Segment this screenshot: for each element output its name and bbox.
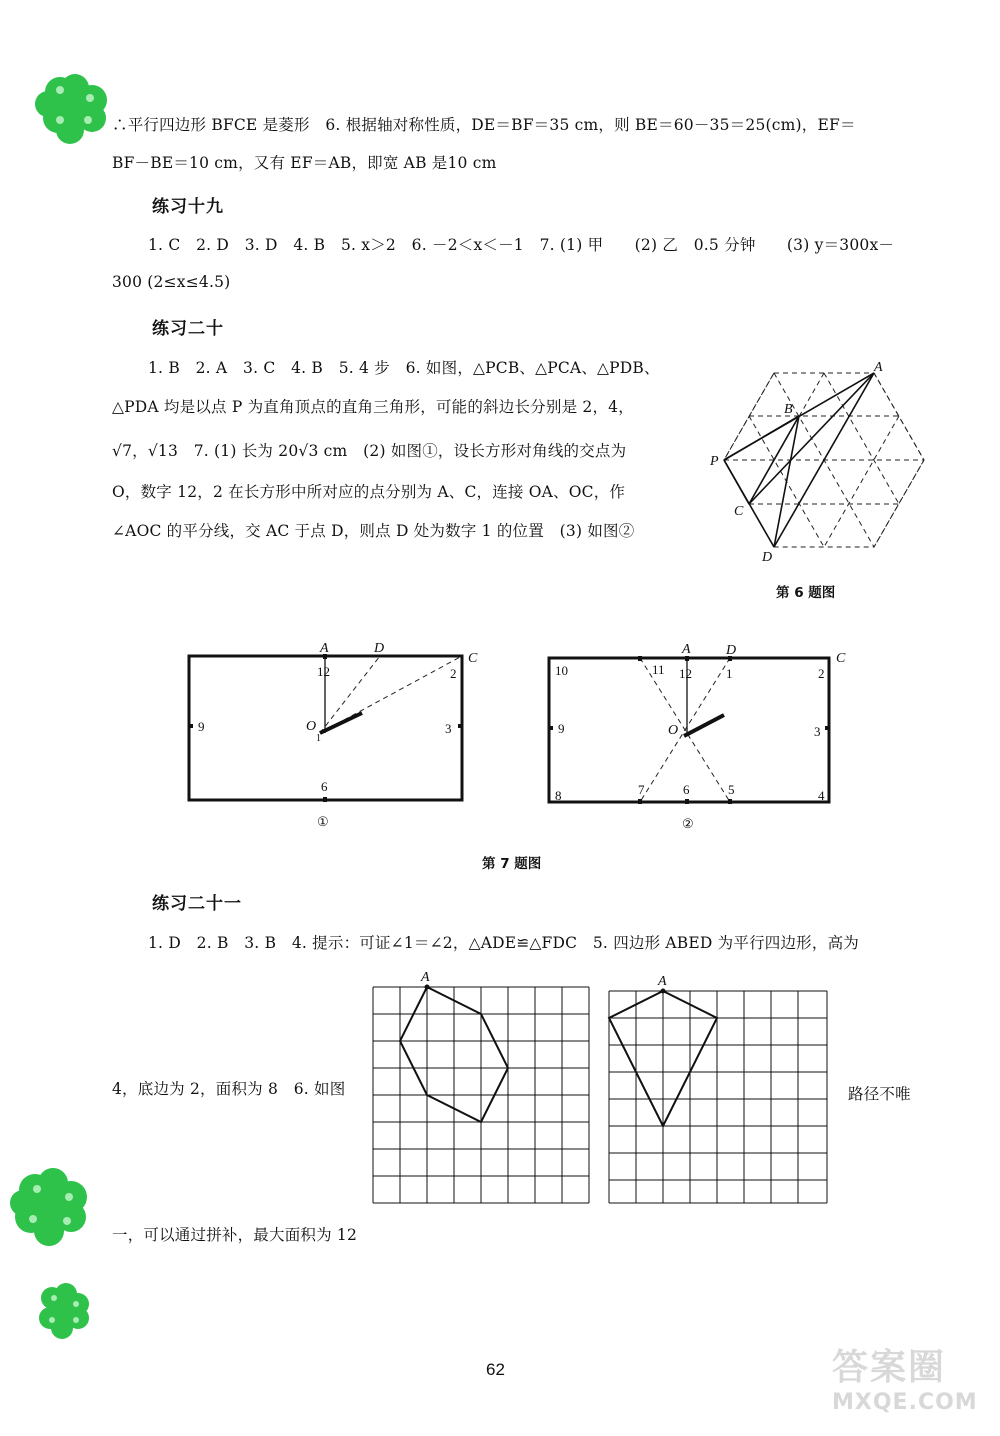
fig7l-diagram-label: ① [317,814,329,829]
fig7r-label-A: A [682,642,691,657]
fig7r-label-C: C [836,651,846,666]
fig7l-num-6: 6 [321,779,328,794]
fig7l-label-O: O [306,719,317,734]
figure-7-left-clock [180,638,490,838]
section-title-19: 练习十九 [152,197,224,217]
s20-line-1: 1. B 2. A 3. C 4. B 5. 4 步 6. 如图，△PCB、△PCA、△PDB、 [148,359,660,377]
clover-decoration-top [30,70,120,150]
fig7r-label-O: O [668,723,679,738]
section-title-21: 练习二十一 [152,894,242,914]
text-line-1: ∴平行四边形 BFCE 是菱形 6. 根据轴对称性质，DE＝BF＝35 cm，则 BE＝60－35＝25(cm)，EF＝ [112,116,856,134]
figure-7-right-clock [540,638,860,838]
page-number: 62 [486,1360,505,1379]
fig7r-num-11: 11 [652,662,665,677]
fig7l-label-C: C [468,651,478,666]
fig7l-label-D: D [374,641,385,656]
fig7r-num-4: 4 [818,788,825,803]
fig7r-num-3: 3 [814,724,821,739]
fig7l-num-1: 1 [316,733,321,744]
s20-line-5: ∠AOC 的平分线，交 AC 于点 D，则点 D 处为数字 1 的位置 (3) 如图② [112,522,635,540]
fig6-label-B: B [784,402,793,417]
s20-line-2: △PDA 均是以点 P 为直角顶点的直角三角形，可能的斜边长分别是 2，4， [112,398,634,416]
figure-6-hex-grid [700,355,940,575]
fig6-label-C: C [734,504,744,519]
grid-right-label-A: A [658,974,667,989]
fig7l-num-9: 9 [198,719,205,734]
s21-line-2: 4，底边为 2，面积为 8 6. 如图 [112,1080,346,1098]
s21-line-1: 1. D 2. B 3. B 4. 提示：可证∠1＝∠2，△ADE≌△FDC 5. 四边形 ABED 为平行四边形，高为 [148,934,859,952]
fig7r-num-6: 6 [683,782,690,797]
fig7r-num-9: 9 [558,721,565,736]
s19-line-1: 1. C 2. D 3. D 4. B 5. x＞2 6. －2＜x＜－1 7. (1) 甲 (2) 乙 0.5 分钟 (3) y＝300x－ [148,236,895,254]
fig6-label-A: A [874,360,883,375]
watermark-logo [832,1348,992,1428]
watermark-url: MXQE.COM [832,1390,978,1415]
fig7r-num-12: 12 [679,666,692,681]
fig7r-label-D: D [726,643,737,658]
fig7l-num-12: 12 [317,664,330,679]
fig7r-num-8: 8 [555,788,562,803]
grid-left-label-A: A [421,970,430,985]
figure-7-caption: 第 7 题图 [482,856,542,872]
fig7r-num-10: 10 [555,663,568,678]
fig7r-num-7: 7 [638,782,645,797]
fig7l-num-3: 3 [445,721,452,736]
s20-line-3: √7，√13 7. (1) 长为 20√3 cm (2) 如图①，设长方形对角线的交点为 [112,442,627,460]
fig7l-num-2: 2 [450,666,457,681]
figure-6-caption: 第 6 题图 [776,585,836,601]
text-line-2: BF－BE＝10 cm，又有 EF＝AB，即宽 AB 是10 cm [112,154,497,172]
watermark-logo-text: 答案圈 [832,1347,947,1388]
clover-decoration-middle [5,1165,100,1255]
s21-line-2-right: 路径不唯 [848,1085,911,1103]
fig6-label-P: P [710,454,719,469]
section-title-20: 练习二十 [152,319,224,339]
s19-line-2: 300 (2≤x≤4.5) [112,273,231,291]
grid-figure-right [600,965,835,1210]
fig7r-diagram-label: ② [682,816,694,831]
s21-line-3: 一，可以通过拼补，最大面积为 12 [112,1226,358,1244]
fig7l-label-A: A [320,641,329,656]
clover-decoration-bottom [30,1280,100,1345]
fig7r-num-5: 5 [728,782,735,797]
fig7r-num-1: 1 [726,666,733,681]
grid-figure-left [365,965,595,1210]
fig7r-num-2: 2 [818,666,825,681]
fig6-label-D: D [762,550,773,565]
s20-line-4: O，数字 12，2 在长方形中所对应的点分别为 A、C，连接 OA、OC，作 [112,483,626,501]
